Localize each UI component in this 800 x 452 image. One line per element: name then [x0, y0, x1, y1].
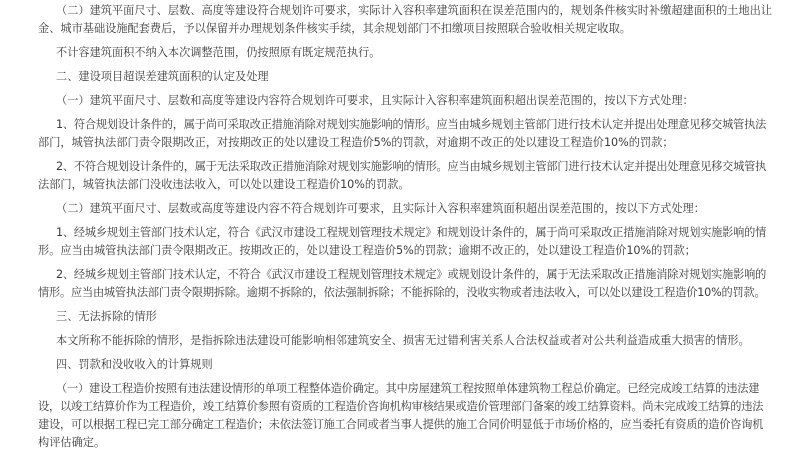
section-heading: 二、建设项目超误差建筑面积的认定及处理	[56, 70, 269, 83]
paragraph-line: 2、不符合规划设计条件的，属于无法采取改正措施消除对规划实施影响的情形。应当由城乡规划主管部门进行技术认定并提出处理意见移交城管执	[56, 160, 767, 173]
paragraph-line: 设，以竣工结算价作为工程造价，竣工结算价参照有资质的工程造价咨询机构审核结果或造价管理部门备案的竣工结算资料。尚未完成竣工结算的违法	[38, 400, 764, 413]
paragraph-line: 1、符合规划设计条件的，属于尚可采取改正措施消除对规划实施影响的情形。应当由城乡规划主管部门进行技术认定并提出处理意见移交城管执法	[56, 118, 767, 131]
paragraph-line: 情形。应当由城管执法部门责令限期拆除。逾期不拆除的，依法强制拆除；不能拆除的，没收实物或者违法收入，可以处以建设工程造价10%的罚款。	[38, 286, 766, 299]
paragraph-line: 1、经城乡规划主管部门技术认定，符合《武汉市建设工程规划管理技术规定》和规划设计条件的，属于尚可采取改正措施消除对规划实施影响的情	[56, 226, 767, 239]
paragraph-line: （二）建筑平面尺寸、层数、高度等建设符合规划许可要求，实际计入容积率建筑面积在误差范围内的，规划条件核实时补缴超建面积的土地出让	[56, 4, 773, 17]
section-heading: 三、无法拆除的情形	[56, 310, 157, 323]
paragraph-line: 形。应当由城管执法部门责令限期改正。按期改正的，处以建设工程造价5%的罚款；逾期不改正的，处以建设工程造价10%的罚款；	[38, 244, 696, 257]
paragraph-line: 法部门，城管执法部门没收违法收入，可以处以建设工程造价10%的罚款。	[38, 178, 410, 191]
paragraph-line: 构评估确定。	[38, 436, 106, 449]
paragraph-line: 建设，可以根据工程已完工部分确定工程造价；未依法签订施工合同或者当事人提供的施工合同价明显低于市场价格的，应当委托有资质的造价咨询机	[38, 418, 764, 431]
paragraph-line: 部门，城管执法部门责令限期改正，对按期改正的处以建设工程造价5%的罚款，对逾期不改正的处以建设工程造价10%的罚款；	[38, 136, 674, 149]
paragraph-line: （二）建筑平面尺寸、层数或高度等建设内容不符合规划许可要求，且实际计入容积率建筑面积超出误差范围的，按以下方式处理：	[56, 202, 705, 215]
paragraph-line: （一）建筑平面尺寸、层数和高度等建设内容符合规划许可要求，且实际计入容积率建筑面积超出误差范围的，按以下方式处理：	[56, 94, 694, 107]
paragraph-line: 不计容建筑面积不纳入本次调整范围，仍按照原有既定规范执行。	[56, 46, 381, 59]
paragraph-line: 2、经城乡规划主管部门技术认定，不符合《武汉市建设工程规划管理技术规定》或规划设计条件的，属于无法采取改正措施消除对规划实施影响的	[56, 268, 767, 281]
paragraph-line: （一）建设工程造价按照有违法建设情形的单项工程整体造价确定。其中房屋建筑工程按照单体建筑物工程总价确定。已经完成竣工结算的违法建	[56, 382, 760, 395]
paragraph-line: 本文所称不能拆除的情形，是指拆除违法建设可能影响相邻建筑安全、损害无过错利害关系人合法权益或者对公共利益造成重大损害的情形。	[56, 334, 750, 347]
paragraph-line: 金、城市基础设施配套费后，予以保留并办理规划条件核实手续，其余规划部门不扣缴项目按照联合验收相关规定收取。	[38, 22, 631, 35]
section-heading: 四、罚款和没收收入的计算规则	[56, 358, 213, 371]
